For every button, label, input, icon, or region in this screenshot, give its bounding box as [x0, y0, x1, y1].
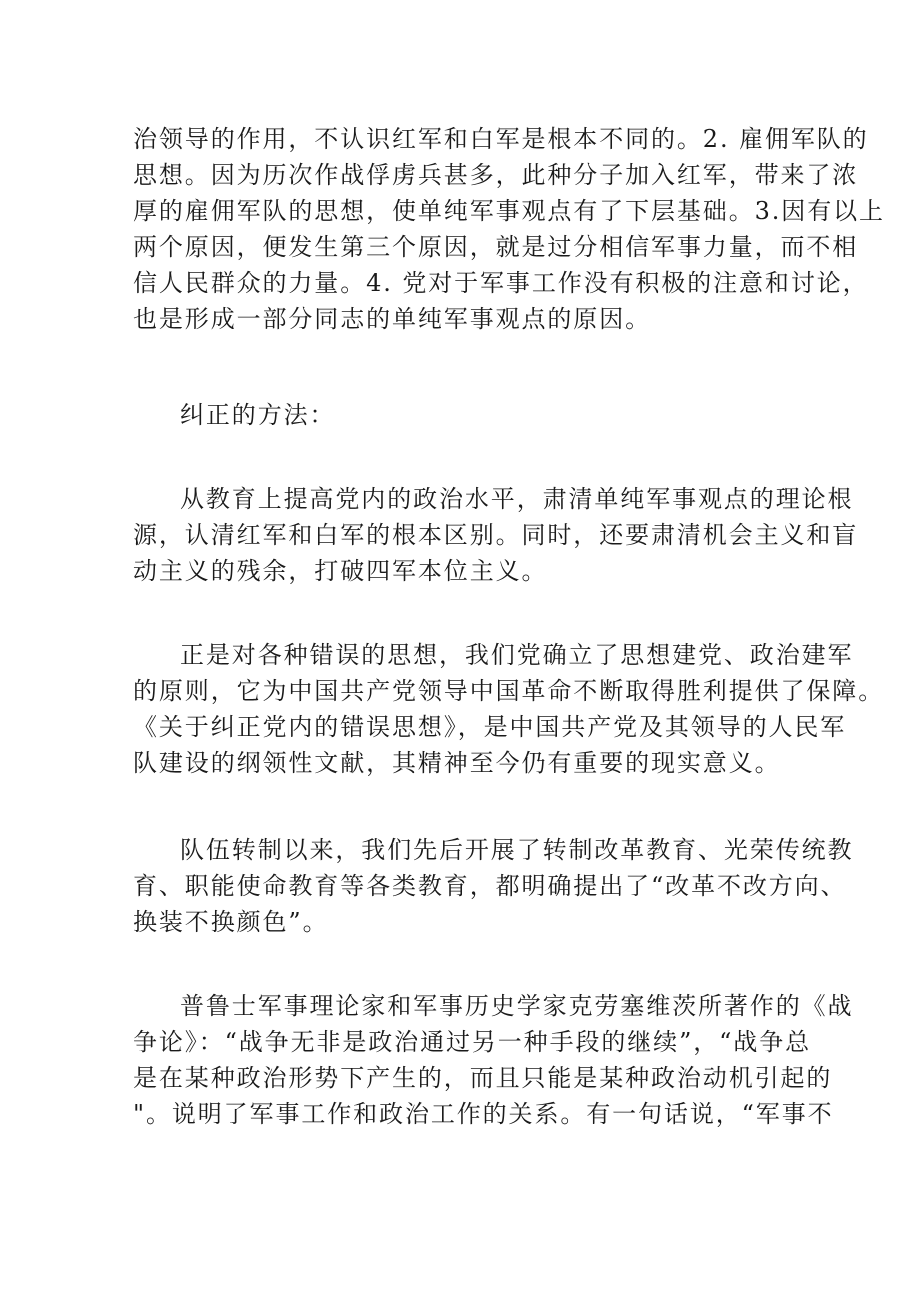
text-line: 治领导的作用，不认识红军和白军是根本不同的。2. 雇佣军队的: [133, 125, 869, 153]
text-line: 源，认清红军和白军的根本区别。同时，还要肃清机会主义和盲: [133, 521, 859, 549]
text-line: 《关于纠正党内的错误思想》，是中国共产党及其领导的人民军: [133, 713, 847, 741]
text-line: 的原则，它为中国共产党领导中国革命不断取得胜利提供了保障。: [133, 677, 885, 705]
text-line: 两个原因，便发生第三个原因，就是过分相信军事力量，而不相: [133, 233, 859, 261]
text-line: 动主义的残余，打破四军本位主义。: [133, 557, 548, 585]
text-line: 厚的雇佣军队的思想，使单纯军事观点有了下层基础。3.因有以上: [133, 197, 885, 225]
text-line: 育、职能使命教育等各类教育，都明确提出了“改革不改方向、: [133, 872, 847, 900]
text-line: 争论》：“战争无非是政治通过另一种手段的继续”，“战争总: [133, 1028, 812, 1056]
paragraph-causes-continued: [133, 121, 885, 337]
text-line: "。说明了军事工作和政治工作的关系。有一句话说，“军事不: [133, 1100, 834, 1128]
text-line: 信人民群众的力量。4. 党对于军事工作没有积极的注意和讨论，: [133, 269, 869, 297]
text-line: 换装不换颜色”。: [133, 908, 329, 936]
paragraph-principle: [133, 637, 885, 781]
text-line: 从教育上提高党内的政治水平，肃清单纯军事观点的理论根: [180, 485, 854, 513]
text-line: 也是形成一部分同志的单纯军事观点的原因。: [133, 305, 651, 333]
section-heading: 纠正的方法：: [180, 401, 336, 429]
text-line: 普鲁士军事理论家和军事历史学家克劳塞维茨所著作的《战: [180, 992, 854, 1020]
paragraph-correction-heading: [133, 397, 813, 433]
text-line: 思想。因为历次作战俘虏兵甚多，此种分子加入红军，带来了浓: [133, 161, 859, 189]
text-line: 队建设的纲领性文献，其精神至今仍有重要的现实意义。: [133, 749, 781, 777]
text-line: 是在某种政治形势下产生的，而且只能是某种政治动机引起的: [133, 1064, 833, 1092]
paragraph-clausewitz: [133, 988, 854, 1132]
text-line: 队伍转制以来，我们先后开展了转制改革教育、光荣传统教: [180, 836, 854, 864]
paragraph-correction-methods: [133, 481, 859, 589]
paragraph-transformation: [133, 832, 854, 940]
text-line: 正是对各种错误的思想，我们党确立了思想建党、政治建军: [180, 641, 854, 669]
